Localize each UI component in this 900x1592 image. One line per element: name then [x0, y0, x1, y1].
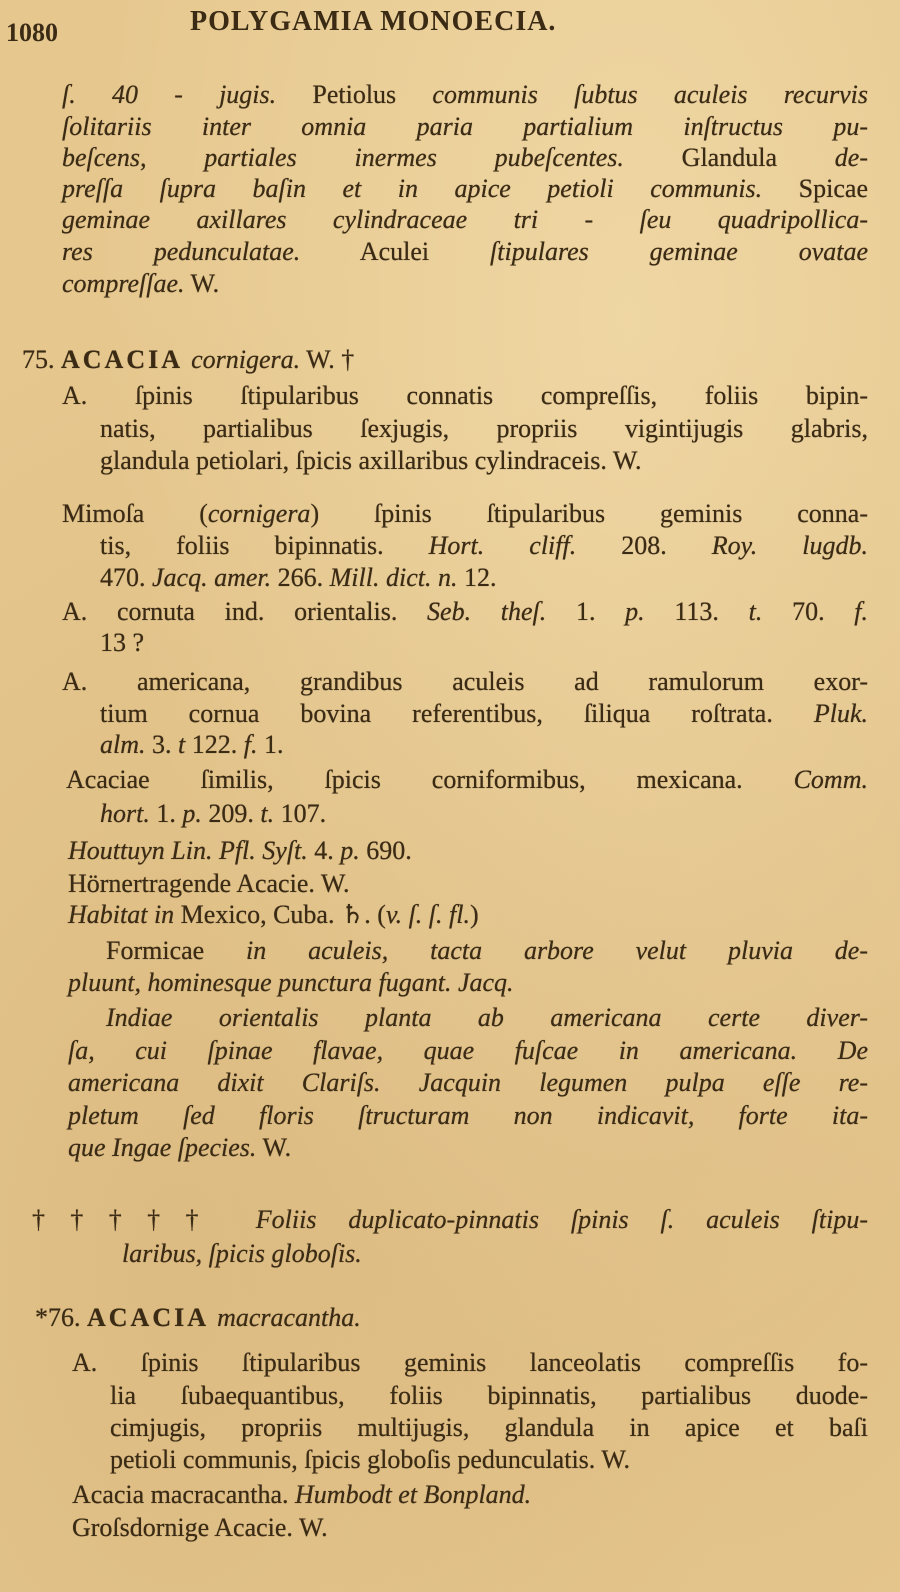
roman-text: tium cornua bovina referentibus, ſiliqua roſtrata.	[100, 699, 814, 728]
roman-text: 70.	[762, 597, 855, 626]
text-line	[62, 235, 868, 269]
roman-text: 1.	[257, 730, 284, 759]
text-line	[68, 1066, 868, 1100]
italic-text: t.	[260, 799, 275, 828]
roman-text: 266.	[271, 563, 330, 592]
italic-text: f.	[243, 730, 258, 759]
text-line	[72, 1478, 868, 1512]
text-line	[62, 267, 868, 301]
text-line	[62, 78, 868, 112]
italic-text: Hort. cliff.	[428, 531, 577, 560]
italic-text: ſtipulares geminae ovatae	[490, 237, 868, 266]
text-line	[35, 1301, 868, 1335]
roman-text: ) ſpinis ſtipularibus geminis conna-	[310, 499, 868, 528]
italic-text: laribus, ſpicis globoſis.	[122, 1239, 362, 1268]
italic-text: americana dixit Clariſs. Jacquin legumen pulpa eſſe re-	[68, 1068, 868, 1097]
italic-text: f.	[854, 597, 868, 626]
roman-text: 690.	[359, 836, 412, 865]
roman-text: 107.	[274, 799, 327, 828]
italic-text: t.	[748, 597, 763, 626]
roman-text: 1.	[149, 799, 183, 828]
roman-text: 122.	[185, 730, 244, 759]
text-line	[68, 834, 868, 868]
italic-text: Pluk.	[813, 699, 868, 728]
text-line	[106, 1001, 868, 1035]
italic-text: p.	[625, 597, 645, 626]
roman-text: Petiolus	[276, 80, 433, 109]
italic-text: beſcens, partiales inermes pubeſcentes.	[62, 143, 624, 172]
roman-text: 470.	[100, 563, 152, 592]
text-line	[32, 1203, 868, 1237]
roman-text: *76.	[35, 1303, 87, 1332]
italic-text: macracantha.	[217, 1303, 361, 1332]
roman-text: 1.	[546, 597, 626, 626]
text-line	[62, 497, 868, 531]
roman-text: Glandula	[623, 143, 835, 172]
roman-text: 3.	[145, 730, 178, 759]
italic-text: Foliis duplicato-pinnatis ſpinis ſ. aculeis ſtipu-	[255, 1205, 868, 1234]
text-line	[62, 379, 868, 413]
roman-text: Mexico, Cuba. ♄. (	[174, 900, 386, 929]
italic-text: communis ſubtus aculeis recurvis	[432, 80, 868, 109]
text-line	[68, 898, 868, 932]
italic-text: ſ. 40 - jugis.	[62, 80, 277, 109]
text-line	[72, 1346, 868, 1380]
italic-text: Roy. lugdb.	[711, 531, 868, 560]
text-line	[62, 595, 868, 629]
italic-text: Habitat in	[68, 900, 175, 929]
roman-text: cimjugis, propriis multijugis, glandula in apice et baſi	[110, 1413, 868, 1442]
text-line	[22, 343, 868, 377]
text-line	[72, 1511, 868, 1545]
roman-text: 4.	[307, 836, 341, 865]
genus-name: ACACIA	[87, 1303, 218, 1332]
text-line	[62, 665, 868, 699]
italic-text: p.	[340, 836, 360, 865]
roman-text: A. americana, grandibus aculeis ad ramulorum exor-	[62, 667, 868, 696]
roman-text: 208.	[576, 531, 712, 560]
italic-text: pluunt, hominesque punctura fugant. Jacq.	[68, 968, 514, 997]
roman-text: A. ſpinis ſtipularibus geminis lanceolatis compreſſis fo-	[72, 1348, 868, 1377]
italic-text: cornigera.	[191, 345, 301, 374]
italic-text: compreſſae.	[62, 269, 185, 298]
italic-text: Jacq. amer.	[152, 563, 272, 592]
italic-text: ſa, cui ſpinae flavae, quae fuſcae in americana. De	[68, 1036, 868, 1065]
text-line	[110, 1443, 868, 1477]
roman-text: 209.	[201, 799, 261, 828]
roman-text: 113.	[644, 597, 749, 626]
italic-text: de-	[834, 143, 868, 172]
text-line	[100, 561, 868, 595]
text-line	[110, 1411, 868, 1445]
text-line	[122, 1237, 868, 1271]
text-line	[68, 867, 868, 901]
italic-text: ſolitariis inter omnia paria partialium inſtructus pu-	[62, 112, 868, 141]
roman-text: )	[469, 900, 479, 929]
italic-text: pletum ſed floris ſtructuram non indicavit, forte ita-	[68, 1101, 868, 1130]
italic-text: t	[178, 730, 186, 759]
text-line	[106, 934, 868, 968]
text-line	[110, 1379, 868, 1413]
roman-text: 13 ?	[100, 628, 145, 657]
italic-text: in aculeis, tacta arbore velut pluvia de-	[246, 936, 869, 965]
roman-text: glandula petiolari, ſpicis axillaribus cylindraceis. W.	[100, 446, 642, 475]
text-line	[68, 1131, 868, 1165]
roman-text: 75.	[22, 345, 61, 374]
roman-text: A. ſpinis ſtipularibus connatis compreſſis, foliis bipin-	[62, 381, 868, 410]
text-line	[100, 444, 868, 478]
roman-text: natis, partialibus ſexjugis, propriis vigintijugis glabris,	[100, 414, 868, 443]
roman-text: Formicae	[106, 936, 247, 965]
genus-name: ACACIA	[61, 345, 192, 374]
italic-text: hort.	[100, 799, 150, 828]
roman-text: W.	[256, 1133, 292, 1162]
text-line	[62, 203, 868, 237]
roman-text: Hörnertragende Acacie. W.	[68, 869, 350, 898]
roman-text: Mimoſa (	[62, 499, 208, 528]
text-line	[100, 412, 868, 446]
roman-text: Aculei	[300, 237, 491, 266]
running-title: POLYGAMIA MONOECIA.	[190, 6, 557, 37]
roman-text: tis, foliis bipinnatis.	[100, 531, 429, 560]
text-line	[68, 1034, 868, 1068]
text-line	[62, 172, 868, 206]
roman-text: W. †	[300, 345, 355, 374]
text-line	[100, 728, 868, 762]
text-line	[68, 966, 868, 1000]
italic-text: preſſa ſupra baſin et in apice petioli communis.	[62, 174, 763, 203]
roman-text: petioli communis, ſpicis globoſis pedunculatis. W.	[110, 1445, 630, 1474]
text-line	[62, 141, 868, 175]
italic-text: res pedunculatae.	[62, 237, 301, 266]
italic-text: v. ſ. ſ. fl.	[385, 900, 470, 929]
text-line	[100, 797, 868, 831]
roman-text: Acaciae ſimilis, ſpicis corniformibus, mexicana.	[66, 765, 794, 794]
italic-text: Comm.	[793, 765, 868, 794]
italic-text: alm.	[100, 730, 146, 759]
page-number: 1080	[6, 18, 58, 47]
italic-text: cornigera	[207, 499, 311, 528]
italic-text: que Ingae ſpecies.	[68, 1133, 257, 1162]
italic-text: Seb. theſ.	[427, 597, 547, 626]
italic-text: Indiae orientalis planta ab americana certe diver-	[106, 1003, 868, 1032]
roman-text: W.	[184, 269, 220, 298]
roman-text: lia ſubaequantibus, foliis bipinnatis, partialibus duode-	[110, 1381, 868, 1410]
text-line	[68, 1099, 868, 1133]
italic-text: Humbodt et Bonpland.	[295, 1480, 532, 1509]
text-line	[100, 529, 868, 563]
text-line	[100, 626, 868, 660]
roman-text: Acacia macracantha.	[72, 1480, 296, 1509]
italic-text: Houttuyn Lin. Pfl. Syſt.	[68, 836, 308, 865]
italic-text: p.	[182, 799, 202, 828]
roman-text: 12.	[457, 563, 497, 592]
roman-text: Spicae	[762, 174, 868, 203]
text-line	[66, 763, 868, 797]
italic-text: Mill. dict. n.	[329, 563, 458, 592]
text-line	[62, 110, 868, 144]
roman-text: †††††	[32, 1205, 256, 1234]
text-line	[100, 697, 868, 731]
roman-text: A. cornuta ind. orientalis.	[62, 597, 428, 626]
italic-text: geminae axillares cylindraceae tri - ſeu quadripollica-	[62, 205, 868, 234]
roman-text: Groſsdornige Acacie. W.	[72, 1513, 328, 1542]
